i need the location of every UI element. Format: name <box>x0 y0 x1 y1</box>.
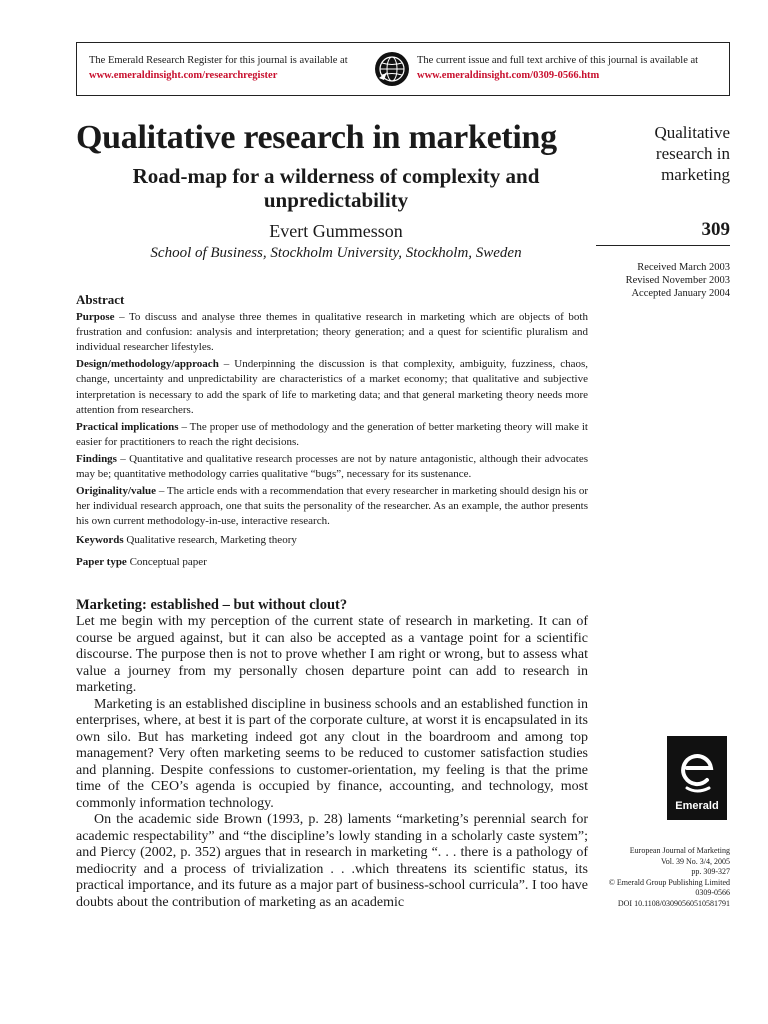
findings-text: – Quantitative and qualitative research processes are not by nature antagonistic, although their advocates may be; quantitative methodology carries qualitative “bugs”, necessary for its sustenance. <box>76 452 588 481</box>
design-label: Design/methodology/approach <box>76 358 219 371</box>
author-affiliation: School of Business, Stockholm University, Stockholm, Sweden <box>150 245 522 261</box>
body-section <box>76 596 588 911</box>
originality-text: – The article ends with a recommendation that every researcher in marketing should design his or her individual research approach, one that suits the personality of the researcher. As an example, the author presents his own current methodology-in-use, interactive research. <box>76 485 588 528</box>
archive-notice <box>417 53 698 83</box>
purpose-text: – To discuss and analyse three themes in qualitative research in marketing which are objects of both frustration and confusion: analysis and interpretation; theory generation; and a quest for scientific pluralism and individual researcher lifestyles. <box>76 311 588 354</box>
keywords-label: Keywords <box>76 534 124 547</box>
register-notice <box>89 53 348 83</box>
originality-label: Originality/value <box>76 485 157 498</box>
journal-volume: Vol. 39 No. 3/4, 2005 <box>661 856 730 866</box>
abstract-purpose <box>76 310 588 355</box>
body-paragraph: Let me begin with my perception of the current state of research in marketing. It can of course be argued against, but it can also be accepted as a vantage point for a scientific discourse. The purpose then is not to prove whether I am right or wrong, but to assess what value a journey from my personally chosen departure point can add to research in marketing. <box>76 614 588 695</box>
abstract-findings <box>76 452 588 482</box>
abstract-practical <box>76 420 588 450</box>
register-link[interactable]: www.emeraldinsight.com/researchregister <box>89 70 278 81</box>
design-text: – Underpinning the discussion is that complexity, ambiguity, fuzziness, chaos, change, uncertainty and unpredictability are characteristics of a market economy; that qualitative and subjective interpretation is necessary to add the spark of life to marketing data; and that general marketing theory needs more attention from researchers. <box>76 358 588 416</box>
body-paragraph: Marketing is an established discipline in business schools and an established function in enterprises, where, at best it is part of the corporate culture, at worst it is encapsulated in its own silo. But has marketing indeed got any clout in the boardroom and among top management? Very often marketing seems to be reduced to customer satisfaction studies and planning. Despite confessions to customer-orientation, my feeling is that the prime time of the CEO’s agenda is occupied by finance, accounting, and technology, most commonly information technology. <box>76 696 588 811</box>
journal-issn: 0309-0566 <box>695 888 730 897</box>
practical-label: Practical implications <box>76 420 179 433</box>
body-paragraph: On the academic side Brown (1993, p. 28) laments “marketing’s perennial search for academic respectability” and “the discipline’s lowly standing in a scholarly caste system”; and Piercy (2002, p. 352) argues that in research in marketing “. . . there is a pathology of mediocrity and a process of trivialization . . .which threatens its scientific status, its practical importance, and its future as a major part of business-school curricula”. I too have doubts about the contribution of marketing as an academic <box>76 812 588 910</box>
revised-date: Revised November 2003 <box>625 275 730 286</box>
margin-divider <box>596 245 730 246</box>
journal-copyright: © Emerald Group Publishing Limited <box>608 877 730 887</box>
register-text: The Emerald Research Register for this journal is available at <box>89 55 348 66</box>
archive-text: The current issue and full text archive of this journal is available at <box>417 55 699 66</box>
purpose-label: Purpose <box>76 311 115 324</box>
accepted-date: Accepted January 2004 <box>631 288 730 299</box>
section-heading: Marketing: established – but without clout? <box>76 597 348 613</box>
article-subtitle: Road-map for a wilderness of complexity and unpredictability <box>132 164 540 212</box>
running-head: Qualitative research in marketing <box>654 123 730 184</box>
abstract-heading: Abstract <box>76 292 125 307</box>
journal-name: European Journal of Marketing <box>629 846 730 855</box>
practical-text: – The proper use of methodology and the generation of better marketing theory will make it easier for practitioners to reach the right decisions. <box>76 420 588 448</box>
received-date: Received March 2003 <box>637 262 730 273</box>
abstract-keywords <box>76 533 588 548</box>
abstract-design <box>76 357 588 417</box>
author-name: Evert Gummesson <box>269 221 403 241</box>
paper-type-label: Paper type <box>76 555 127 568</box>
page-number: 309 <box>701 219 730 240</box>
findings-label: Findings <box>76 452 117 465</box>
emerald-logo-text: Emerald <box>675 800 719 812</box>
abstract-section <box>76 292 588 572</box>
submission-history <box>590 261 730 300</box>
journal-citation <box>590 846 730 909</box>
emerald-e-icon <box>677 744 717 798</box>
article-title: Qualitative research in marketing <box>76 119 557 156</box>
paper-type-text: Conceptual paper <box>126 555 207 568</box>
journal-pages: pp. 309-327 <box>691 867 730 876</box>
abstract-originality <box>76 484 588 529</box>
globe-icon <box>375 52 409 86</box>
journal-doi: DOI 10.1108/03090560510581791 <box>617 898 730 908</box>
journal-header-box <box>76 42 730 96</box>
emerald-logo <box>667 736 727 820</box>
abstract-paper-type <box>76 555 588 570</box>
keywords-text: Qualitative research, Marketing theory <box>123 534 297 547</box>
archive-link[interactable]: www.emeraldinsight.com/0309-0566.htm <box>417 70 600 81</box>
